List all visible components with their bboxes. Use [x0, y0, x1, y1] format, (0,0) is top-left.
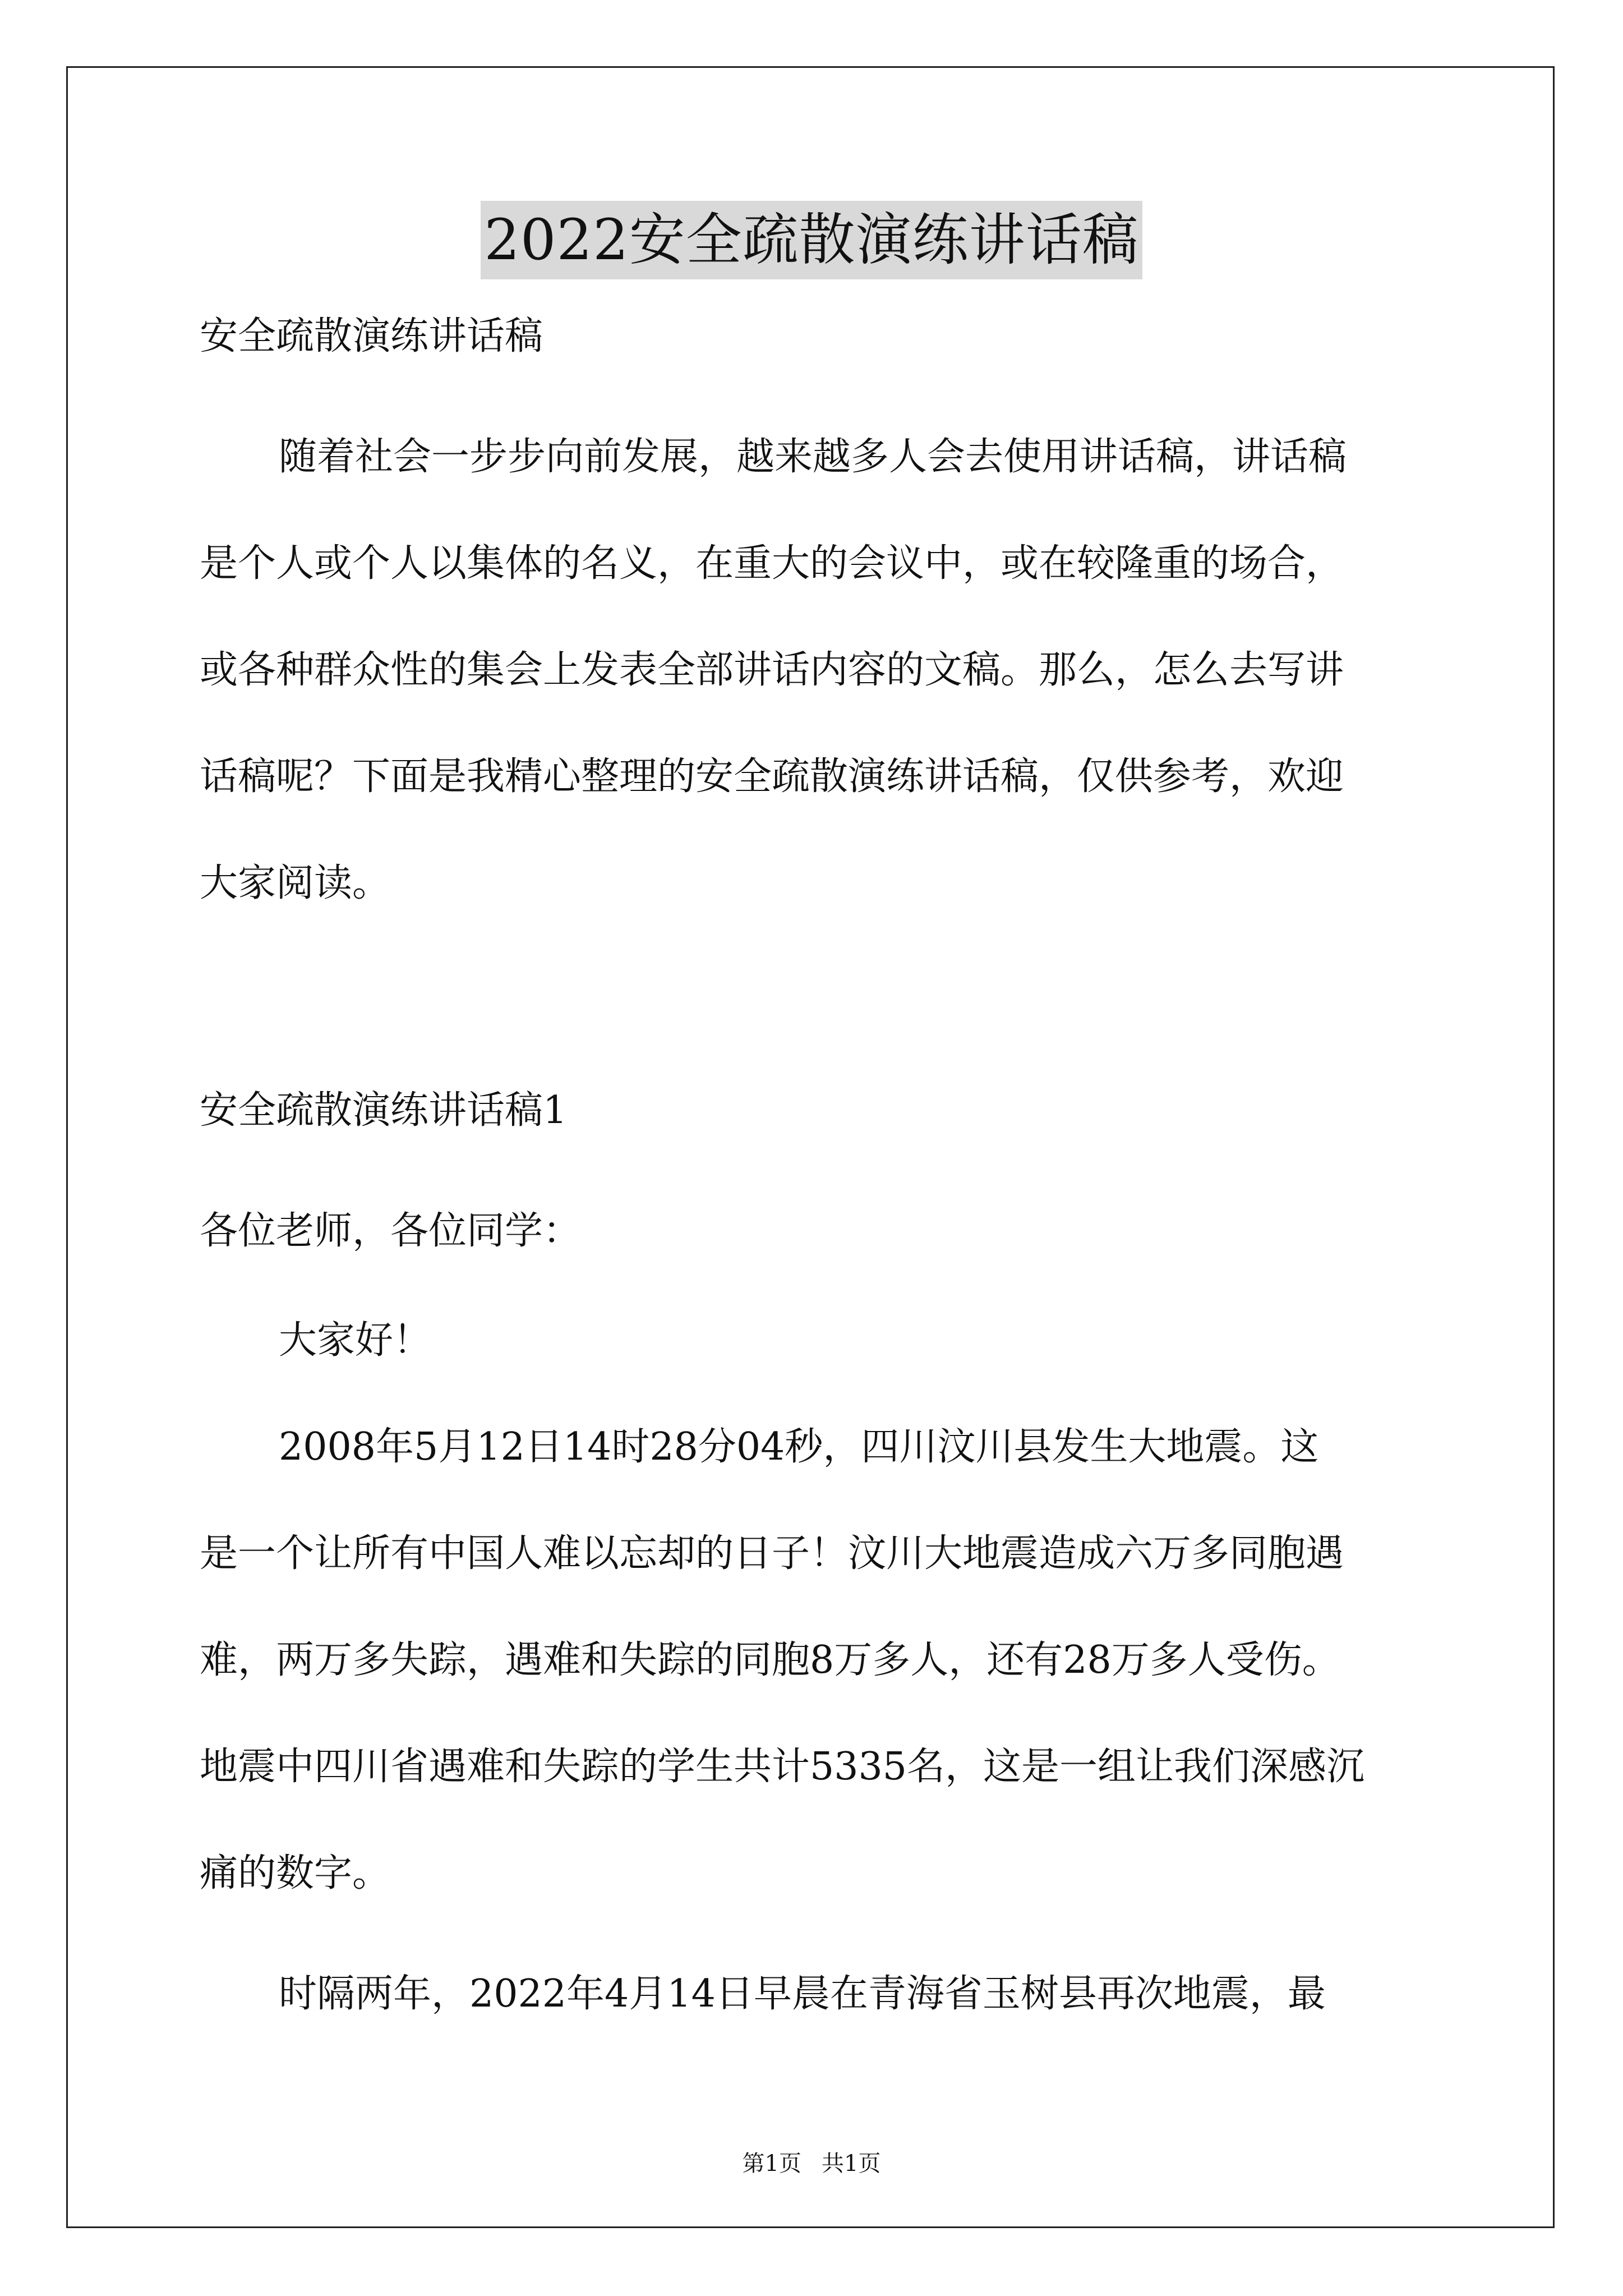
paragraph-line: 痛的数字。 — [200, 1851, 391, 1895]
title-container — [0, 201, 1623, 279]
paragraph-line: 大家阅读。 — [200, 861, 391, 905]
page-border — [66, 66, 1555, 2228]
document-title: 2022安全疏散演练讲话稿 — [481, 201, 1142, 279]
paragraph-line: 难，两万多失踪，遇难和失踪的同胞8万多人，还有28万多人受伤。 — [200, 1638, 1340, 1682]
paragraph-line: 时隔两年，2022年4月14日早晨在青海省玉树县再次地震，最 — [279, 1972, 1326, 2016]
paragraph-line: 2008年5月12日14时28分04秒，四川汶川县发生大地震。这 — [279, 1425, 1319, 1469]
page-number: 第1页 — [742, 2151, 801, 2177]
salutation-line: 各位老师，各位同学： — [200, 1209, 582, 1253]
paragraph-line: 随着社会一步步向前发展，越来越多人会去使用讲话稿，讲话稿 — [279, 435, 1347, 479]
greeting-line: 大家好！ — [279, 1318, 432, 1363]
paragraph-line: 是一个让所有中国人难以忘却的日子！汶川大地震造成六万多同胞遇 — [200, 1531, 1344, 1576]
paragraph-line: 话稿呢？下面是我精心整理的安全疏散演练讲话稿，仅供参考，欢迎 — [200, 754, 1344, 799]
paragraph-line: 是个人或个人以集体的名义，在重大的会议中，或在较隆重的场合， — [200, 541, 1344, 586]
section-heading: 安全疏散演练讲话稿1 — [200, 1088, 568, 1133]
page-footer — [0, 2150, 1623, 2178]
subtitle-line: 安全疏散演练讲话稿 — [200, 314, 543, 358]
paragraph-line: 地震中四川省遇难和失踪的学生共计5335名，这是一组让我们深感沉 — [200, 1745, 1365, 1789]
page-total: 共1页 — [822, 2151, 881, 2177]
paragraph-line: 或各种群众性的集会上发表全部讲话内容的文稿。那么，怎么去写讲 — [200, 648, 1344, 692]
